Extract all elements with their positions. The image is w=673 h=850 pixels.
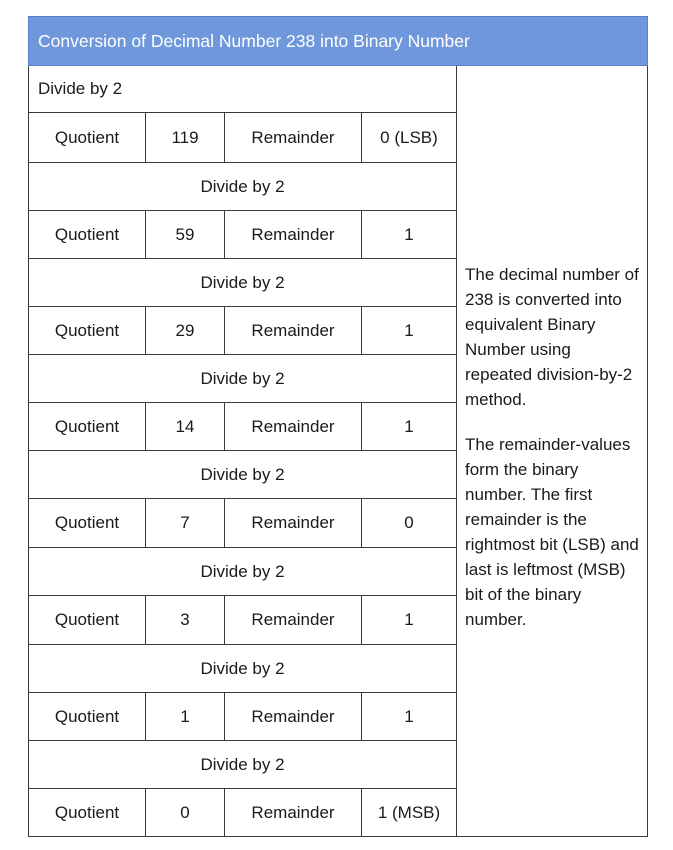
note-paragraph-1: The decimal number of 238 is converted into equivalent Binary Number using repeated division-by-2 method. (465, 265, 639, 409)
remainder-value: 0 (362, 499, 457, 548)
first-divide-step: Divide by 2 (29, 66, 457, 113)
quotient-value: 7 (146, 499, 225, 548)
quotient-label: Quotient (29, 499, 146, 548)
quotient-value: 59 (146, 211, 225, 259)
divide-step: Divide by 2 (29, 259, 457, 307)
remainder-value: 1 (362, 403, 457, 451)
quotient-value: 14 (146, 403, 225, 451)
divide-step: Divide by 2 (29, 451, 457, 499)
quotient-value: 0 (146, 789, 225, 837)
note-paragraph-2: The remainder-values form the binary number. The first remainder is the rightmost bit (LSB) and last is leftmost (MSB) bit of the binary number. (465, 435, 639, 629)
quotient-label: Quotient (29, 211, 146, 259)
remainder-label: Remainder (225, 596, 362, 645)
remainder-label: Remainder (225, 307, 362, 355)
remainder-label: Remainder (225, 693, 362, 741)
divide-step: Divide by 2 (29, 163, 457, 211)
remainder-value: 1 (MSB) (362, 789, 457, 837)
explanation-note (457, 66, 648, 837)
divide-step: Divide by 2 (29, 548, 457, 596)
remainder-label: Remainder (225, 499, 362, 548)
conversion-table (28, 16, 648, 837)
quotient-label: Quotient (29, 596, 146, 645)
quotient-value: 29 (146, 307, 225, 355)
quotient-label: Quotient (29, 403, 146, 451)
remainder-value: 1 (362, 307, 457, 355)
quotient-value: 119 (146, 113, 225, 163)
quotient-label: Quotient (29, 789, 146, 837)
quotient-value: 3 (146, 596, 225, 645)
quotient-label: Quotient (29, 693, 146, 741)
divide-step: Divide by 2 (29, 355, 457, 403)
remainder-value: 1 (362, 693, 457, 741)
table-title: Conversion of Decimal Number 238 into Binary Number (29, 17, 648, 66)
remainder-value: 0 (LSB) (362, 113, 457, 163)
quotient-label: Quotient (29, 307, 146, 355)
remainder-value: 1 (362, 211, 457, 259)
quotient-value: 1 (146, 693, 225, 741)
quotient-label: Quotient (29, 113, 146, 163)
divide-step: Divide by 2 (29, 645, 457, 693)
remainder-label: Remainder (225, 211, 362, 259)
remainder-label: Remainder (225, 113, 362, 163)
remainder-value: 1 (362, 596, 457, 645)
remainder-label: Remainder (225, 789, 362, 837)
divide-step: Divide by 2 (29, 741, 457, 789)
remainder-label: Remainder (225, 403, 362, 451)
